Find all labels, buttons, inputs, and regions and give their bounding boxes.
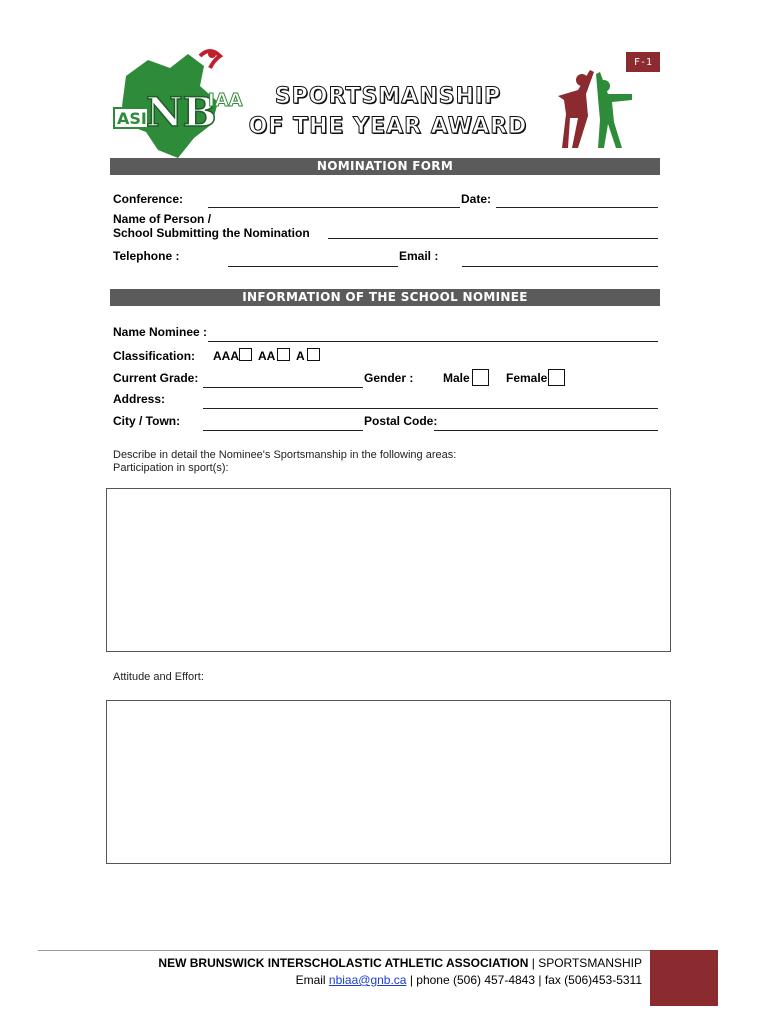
submitter-label-1: Name of Person / — [113, 212, 212, 226]
submitter-field[interactable] — [328, 238, 658, 239]
gender-female-checkbox[interactable] — [548, 369, 565, 386]
city-label: City / Town: — [113, 414, 181, 428]
date-field[interactable] — [496, 207, 658, 208]
telephone-label: Telephone : — [113, 249, 180, 263]
gender-male-label: Male — [443, 371, 470, 385]
footer-org-line — [158, 956, 642, 970]
class-aaa-checkbox[interactable] — [239, 348, 252, 361]
class-option-aa-label: AA — [258, 349, 276, 363]
attitude-label: Attitude and Effort: — [113, 671, 204, 683]
email-field[interactable] — [462, 266, 658, 267]
grade-field[interactable] — [203, 387, 363, 388]
describe-intro: Describe in detail the Nominee's Sportsmanship in the following areas: — [113, 449, 457, 461]
email-label: Email : — [399, 249, 439, 263]
city-field[interactable] — [203, 430, 363, 431]
participation-label: Participation in sport(s): — [113, 462, 229, 474]
classification-label: Classification: — [113, 349, 196, 363]
title-line-1: SPORTSMANSHIP — [274, 84, 502, 109]
nbiaa-logo — [108, 46, 248, 164]
gender-male-checkbox[interactable] — [472, 369, 489, 386]
nominee-info-heading: INFORMATION OF THE SCHOOL NOMINEE — [110, 289, 660, 306]
footer-contact-rest: | phone (506) 457-4843 | fax (506)453-5311 — [406, 973, 642, 987]
nomination-form-heading: NOMINATION FORM — [110, 158, 660, 175]
page-tag: F-1 — [626, 52, 660, 72]
grade-label: Current Grade: — [113, 371, 199, 385]
gender-female-label: Female — [506, 371, 548, 385]
footer-org: NEW BRUNSWICK INTERSCHOLASTIC ATHLETIC ASSOCIATION — [158, 956, 529, 970]
class-aa-checkbox[interactable] — [277, 348, 290, 361]
participation-textarea[interactable] — [106, 488, 671, 652]
conference-field[interactable] — [208, 207, 460, 208]
attitude-textarea[interactable] — [106, 700, 671, 864]
footer-rule — [38, 950, 718, 951]
address-label: Address: — [113, 392, 166, 406]
footer-contact-line — [296, 973, 642, 987]
nominee-name-label: Name Nominee : — [113, 325, 208, 339]
footer-sep: | — [528, 956, 539, 970]
submitter-label-2: School Submitting the Nomination — [113, 226, 310, 240]
athletes-figures-icon — [552, 66, 638, 150]
class-option-a-label: A — [296, 349, 305, 363]
gender-label: Gender : — [364, 371, 414, 385]
svg-text:IAA: IAA — [208, 90, 243, 111]
class-option-aaa-label: AAA — [213, 349, 239, 363]
address-field[interactable] — [203, 408, 658, 409]
nominee-name-field[interactable] — [208, 341, 658, 342]
svg-text:NB: NB — [146, 89, 217, 136]
class-a-checkbox[interactable] — [307, 348, 320, 361]
telephone-field[interactable] — [228, 266, 398, 267]
footer-accent-block — [650, 950, 718, 1006]
title-line-2: OF THE YEAR AWARD — [248, 114, 528, 139]
footer-email-link[interactable]: nbiaa@gnb.ca — [328, 973, 407, 987]
conference-label: Conference: — [113, 192, 184, 206]
footer-program: SPORTSMANSHIP — [538, 956, 642, 970]
footer-email-prefix: Email — [295, 973, 329, 987]
postal-code-label: Postal Code: — [364, 414, 438, 428]
svg-text:ASI: ASI — [117, 109, 147, 128]
postal-code-field[interactable] — [434, 430, 658, 431]
date-label: Date: — [461, 192, 492, 206]
